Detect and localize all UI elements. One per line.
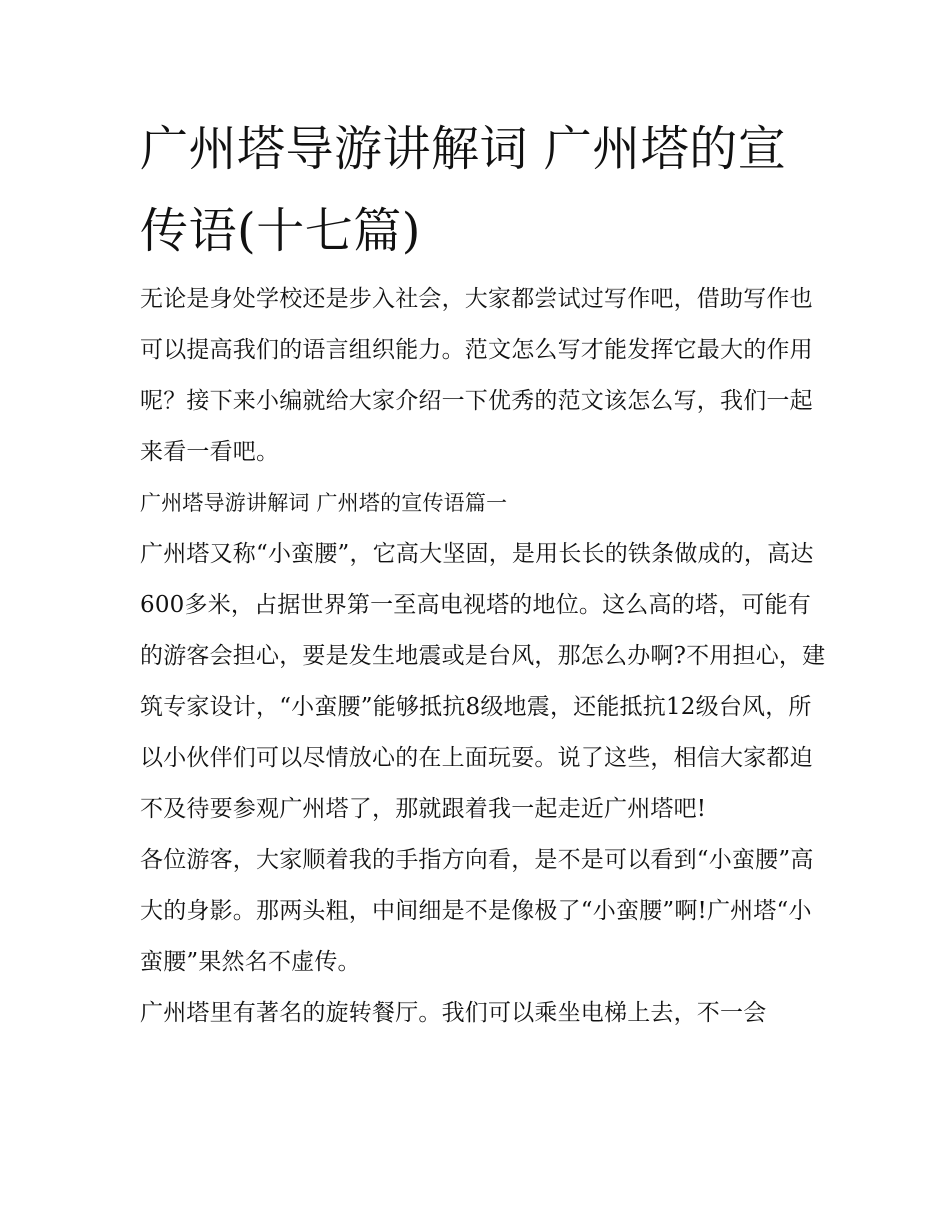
body-paragraph: 广州塔又称“小蛮腰”，它高大坚固，是用长长的铁条做成的，高达600多米，占据世界第一至高电视塔的地位。这么高的塔，可能有的游客会担心，要是发生地震或是台风，那怎么办啊?不用担心，建筑专家设计，“小蛮腰”能够抵抗8级地震，还能抵抗12级台风，所以小伙伴们可以尽情放心的在上面玩耍。说了这些，相信大家都迫不及待要参观广州塔了，那就跟着我一起走近广州塔吧! [140,541,826,822]
document-title: 广州塔导游讲解词 广州塔的宣传语(十七篇) [140,121,787,259]
intro-paragraph: 无论是身处学校还是步入社会，大家都尝试过写作吧，借助写作也可以提高我们的语言组织能力。范文怎么写才能发挥它最大的作用呢？接下来小编就给大家介绍一下优秀的范文该怎么写，我们一起来看一看吧。 [140,286,813,465]
section-heading: 广州塔导游讲解词 广州塔的宣传语篇一 [140,491,508,515]
body-paragraph: 各位游客，大家顺着我的手指方向看，是不是可以看到“小蛮腰”高大的身影。那两头粗，中间细是不是像极了“小蛮腰”啊!广州塔“小蛮腰”果然名不虚传。 [140,847,814,975]
body-paragraph: 广州塔里有著名的旋转餐厅。我们可以乘坐电梯上去，不一会 [140,1000,767,1026]
document-body [140,274,830,1039]
